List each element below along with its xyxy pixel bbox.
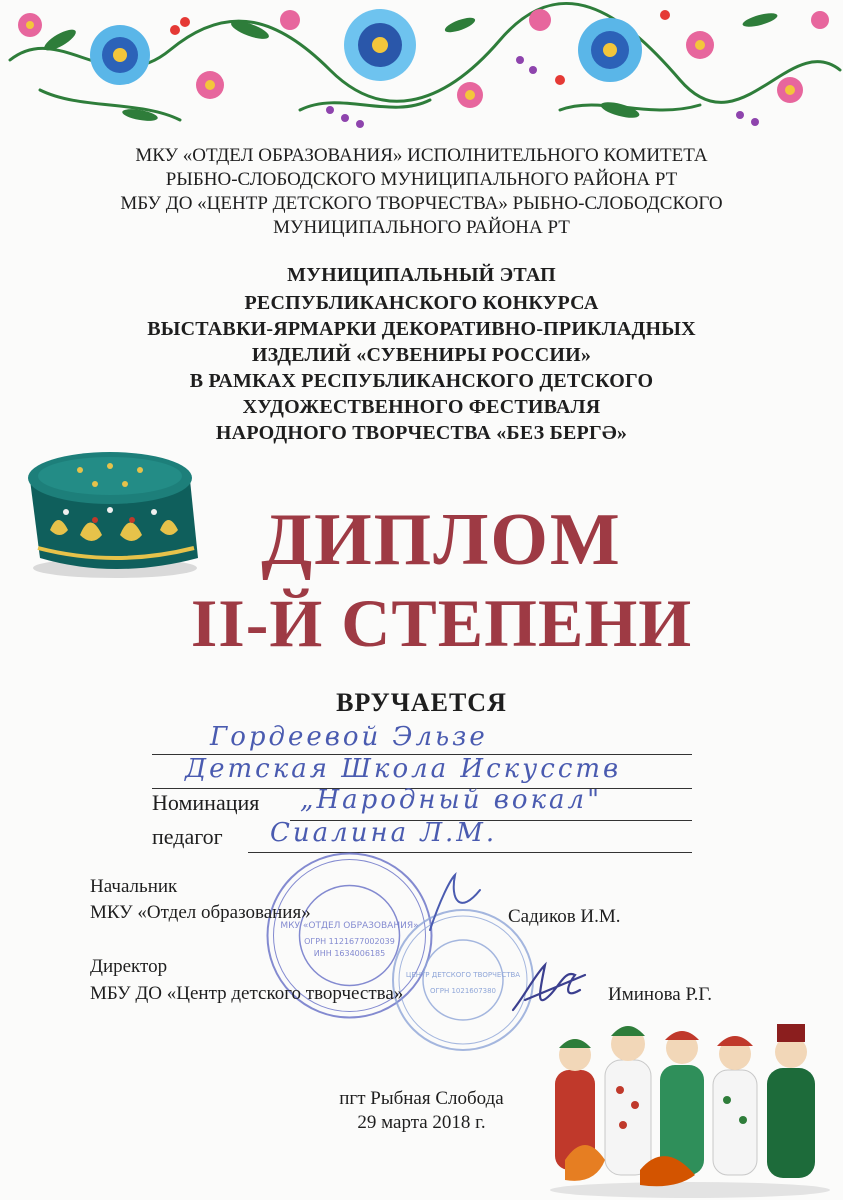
org-line-2: РЫБНО-СЛОБОДСКОГО МУНИЦИПАЛЬНОГО РАЙОНА РТ bbox=[165, 169, 678, 190]
svg-text:ЦЕНТР ДЕТСКОГО ТВОРЧЕСТВА bbox=[406, 971, 520, 979]
contest-title-line-2: РЕСПУБЛИКАНСКОГО КОНКУРСА bbox=[244, 292, 599, 314]
svg-text:ИНН 1634006185 bbox=[314, 949, 385, 958]
contest-title-line-7: НАРОДНОГО ТВОРЧЕСТВА «БЕЗ БЕРГӘ» bbox=[215, 422, 628, 444]
diploma-degree: II-Й СТЕПЕНИ bbox=[190, 585, 693, 661]
stamp1-ogrn: ОГРН 1121677002039 bbox=[304, 937, 395, 946]
head-title: Начальник bbox=[90, 876, 178, 897]
director-title: Директор bbox=[90, 956, 168, 977]
footer-date: 29 марта 2018 г. bbox=[357, 1112, 486, 1133]
school-name: Детская Школа Искусств bbox=[185, 754, 622, 784]
stamp1-inn: ИНН 1634006185 bbox=[313, 949, 386, 958]
recipient-name: Гордеевой Эльзе bbox=[210, 722, 488, 752]
org-line-3: МБУ ДО «ЦЕНТР ДЕТСКОГО ТВОРЧЕСТВА» РЫБНО-СЛОБОДСКОГО bbox=[120, 193, 723, 214]
teacher-label: педагог bbox=[152, 824, 223, 849]
director-organization: МБУ ДО «Центр детского творчества» bbox=[90, 983, 404, 1004]
head-organization: МКУ «Отдел образования» bbox=[90, 902, 311, 923]
head-name: Садиков И.М. bbox=[508, 906, 621, 927]
nomination-label: Номинация bbox=[152, 790, 260, 815]
awarded-label: ВРУЧАЕТСЯ bbox=[336, 688, 507, 717]
contest-title-line-4: ИЗДЕЛИЙ «СУВЕНИРЫ РОССИИ» bbox=[251, 344, 592, 366]
contest-title-line-5: В РАМКАХ РЕСПУБЛИКАНСКОГО ДЕТСКОГО bbox=[189, 370, 654, 392]
stamp2-center-text: ЦЕНТР ДЕТСКОГО ТВОРЧЕСТВА bbox=[405, 971, 521, 979]
svg-text:ОГРН 1121677002039 bbox=[304, 937, 395, 946]
director-name: Иминова Р.Г. bbox=[608, 984, 713, 1005]
contest-title-line-3: ВЫСТАВКИ-ЯРМАРКИ ДЕКОРАТИВНО-ПРИКЛАДНЫХ bbox=[147, 318, 696, 340]
svg-text:ОГРН 1021607380 bbox=[430, 987, 496, 995]
diploma-title: ДИПЛОМ bbox=[261, 499, 622, 581]
contest-title-line-6: ХУДОЖЕСТВЕННОГО ФЕСТИВАЛЯ bbox=[242, 396, 601, 418]
footer-place: пгт Рыбная Слобода bbox=[339, 1088, 504, 1109]
head-signature bbox=[420, 870, 500, 940]
teacher-value: Сиалина Л.М. bbox=[270, 818, 498, 848]
org-line-4: МУНИЦИПАЛЬНОГО РАЙОНА РТ bbox=[273, 217, 570, 238]
contest-title-line-1: МУНИЦИПАЛЬНЫЙ ЭТАП bbox=[287, 264, 556, 286]
nomination-value: „Народный вокал" bbox=[300, 785, 603, 815]
stamp1-center-text: МКУ «ОТДЕЛ ОБРАЗОВАНИЯ» bbox=[280, 921, 419, 931]
floral-ornament-border bbox=[0, 0, 843, 140]
stamp2-ogrn: ОГРН 1021607380 bbox=[429, 987, 497, 995]
org-line-1: МКУ «ОТДЕЛ ОБРАЗОВАНИЯ» ИСПОЛНИТЕЛЬНОГО КОМИТЕТА bbox=[135, 145, 708, 166]
